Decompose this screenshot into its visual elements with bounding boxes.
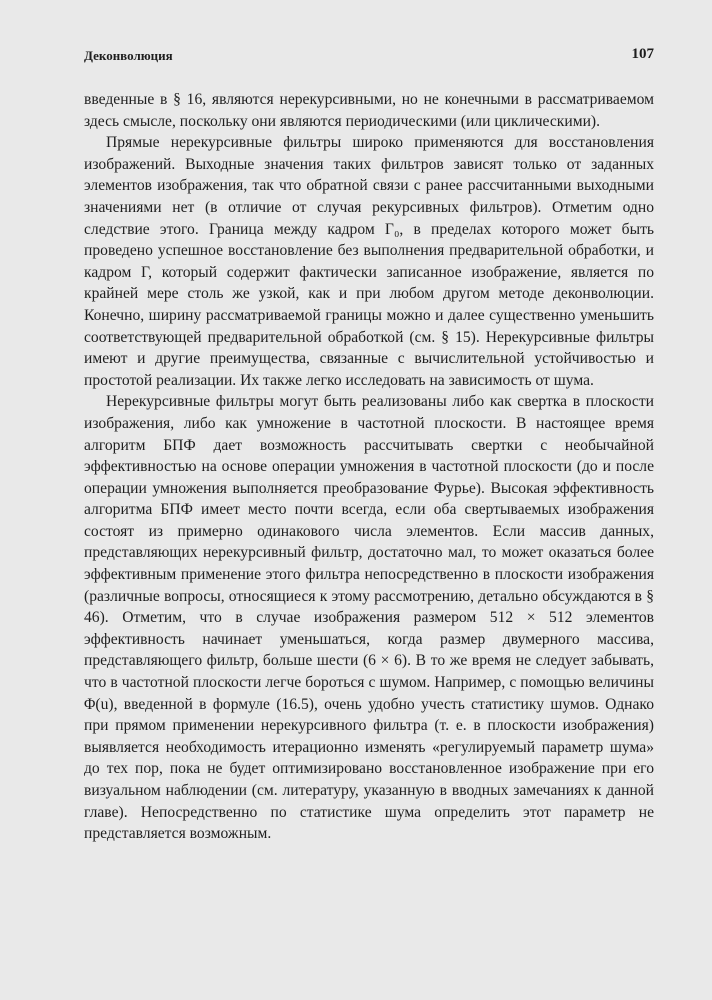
paragraph-continuation: введенные в § 16, являются нерекурсивными, но не конечными в рассматриваемом здесь смысле, поскольку они являются периодическими (или циклическими). bbox=[84, 91, 654, 130]
page-number: 107 bbox=[631, 46, 654, 62]
paragraph-filter-implementation: Нерекурсивные фильтры могут быть реализованы либо как свертка в плоскости изображения, либо как умножение в частотной плоскости. В настоящее время алгоритм БПФ дает возможность рассчитывать свертки с необычайной эффективностью на основе операции умножения в частотной плоскости (до и после операции умножения выполняется преобразование Фурье). Высокая эффективность алгоритма БПФ имеет место почти всегда, если оба свертываемых изображения состоят из примерно одинакового числа элементов. Если массив данных, представляющих нерекурсивный фильтр, достаточно мал, то может оказаться более эффективным применение этого фильтра непосредственно в плоскости изображения (различные вопросы, относящиеся к этому рассмотрению, детально обсуждаются в § 46). Отметим, что в случае изображения размером 512 × 512 элементов эффективность начинает уменьшаться, когда размер двумерного массива, представляющего фильтр, больше шести (6 × 6). В то же время не следует забывать, что в частотной плоскости легче бороться с шумом. Например, с помощью величины Φ(u), введенной в формуле (16.5), очень удобно учесть статистику шумов. Однако при прямом применении нерекурсивного фильтра (т. е. в плоскости изображения) выявляется необходимость итерационно изменять «регулируемый параметр шума» до тех пор, пока не будет оптимизировано восстановленное изображение при его визуальном наблюдении (см. литературу, указанную в вводных замечаниях к данной главе). Непосредственно по статистике шума определить этот параметр не представляется возможным. bbox=[84, 393, 654, 843]
paragraph-nonrecursive-filters: Прямые нерекурсивные фильтры широко применяются для восстановления изображений. Выходные значения таких фильтров зависят только от заданных элементов изображения, так что обратной связи с ранее рассчитанными выходными значениями нет (в отличие от случая рекурсивных фильтров). Отметим одно следствие этого. Граница между кадром Γ₀, в пределах которого может быть проведено успешное восстановление без выполнения предварительной обработки, и кадром Γ, который содержит фактически записанное изображение, является по крайней мере столь же узкой, как и при любом другом методе деконволюции. Конечно, ширину рассматриваемой границы можно и далее существенно уменьшить соответствующей предварительной обработкой (см. § 15). Нерекурсивные фильтры имеют и другие преимущества, связанные с вычислительной устойчивостью и простотой реализации. Их также легко исследовать на зависимость от шума. bbox=[84, 134, 654, 389]
body-text bbox=[84, 89, 654, 845]
running-title: Деконволюция bbox=[84, 48, 173, 63]
page-header bbox=[84, 46, 654, 66]
